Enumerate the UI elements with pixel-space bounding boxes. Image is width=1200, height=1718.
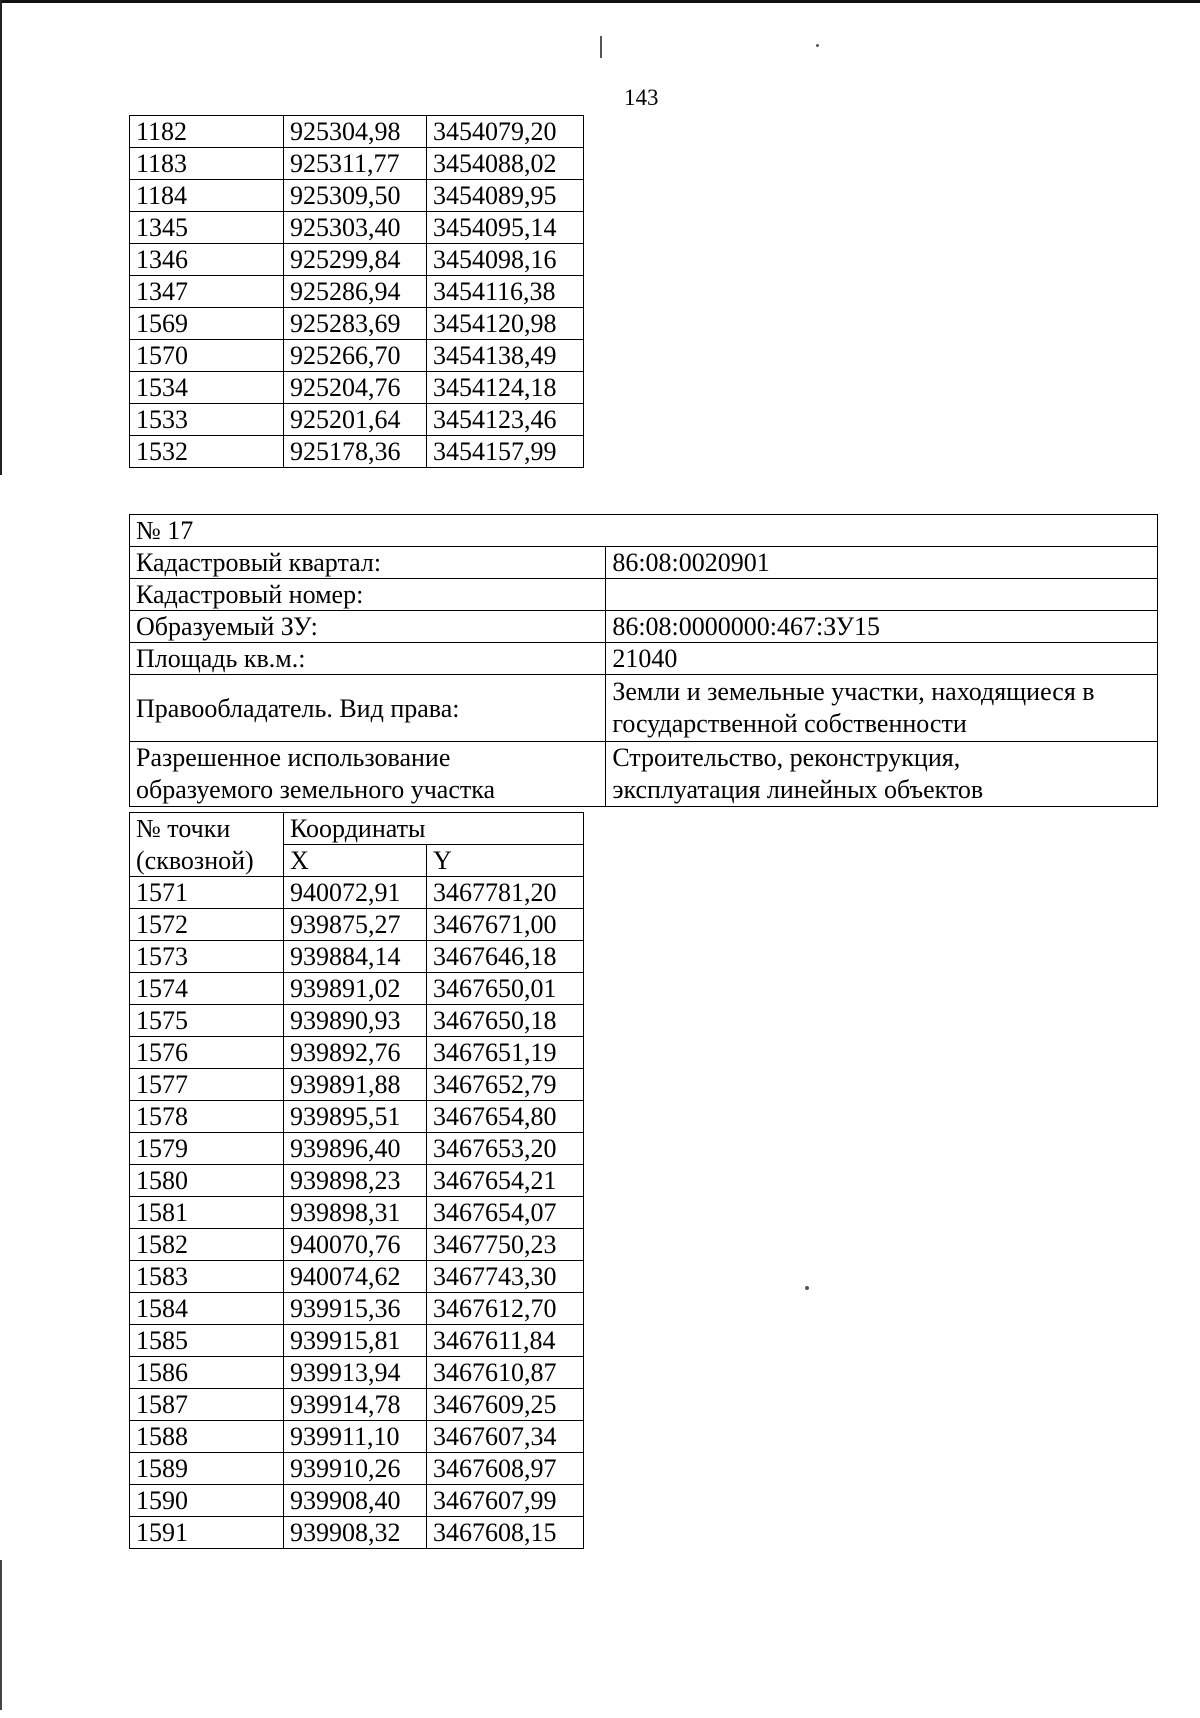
parcel-info-table	[129, 514, 1158, 807]
y-coordinate-cell: 3454079,20	[427, 116, 584, 148]
table-row	[130, 1133, 584, 1165]
table-row	[130, 909, 584, 941]
x-coordinate-cell: 925201,64	[284, 404, 427, 436]
point-number-cell: 1571	[130, 877, 284, 909]
table-row	[130, 180, 584, 212]
coordinates-subheader-row	[130, 845, 584, 877]
table-row	[130, 340, 584, 372]
table-row	[130, 1261, 584, 1293]
point-number-subheader: (сквозной)	[130, 845, 284, 877]
use-row	[130, 742, 1158, 807]
point-number-cell: 1533	[130, 404, 284, 436]
table-row	[130, 308, 584, 340]
point-number-cell: 1591	[130, 1517, 284, 1549]
x-coordinate-cell: 939908,40	[284, 1485, 427, 1517]
table-row	[130, 212, 584, 244]
scan-speck	[600, 36, 602, 58]
x-coordinate-cell: 925283,69	[284, 308, 427, 340]
point-number-cell: 1588	[130, 1421, 284, 1453]
y-coordinate-cell: 3467654,21	[427, 1165, 584, 1197]
y-coordinate-cell: 3454089,95	[427, 180, 584, 212]
owner-label: Правообладатель. Вид права:	[130, 675, 606, 742]
y-coordinate-cell: 3454098,16	[427, 244, 584, 276]
scan-edge-top	[0, 0, 1200, 3]
y-coordinate-cell: 3467652,79	[427, 1069, 584, 1101]
point-number-cell: 1586	[130, 1357, 284, 1389]
point-number-cell: 1590	[130, 1485, 284, 1517]
owner-value-line: государственной собственности	[612, 709, 967, 738]
x-coordinate-cell: 940070,76	[284, 1229, 427, 1261]
point-number-cell: 1569	[130, 308, 284, 340]
owner-value-line: Земли и земельные участки, находящиеся в	[612, 677, 1095, 706]
table-row	[130, 941, 584, 973]
parcel-info-label: Кадастровый номер:	[130, 579, 606, 611]
table-row	[130, 244, 584, 276]
permitted-use-value-line: эксплуатация линейных объектов	[612, 775, 984, 804]
y-header: Y	[427, 845, 584, 877]
x-coordinate-cell: 939913,94	[284, 1357, 427, 1389]
permitted-use-label	[130, 742, 606, 807]
x-coordinate-cell: 925309,50	[284, 180, 427, 212]
y-coordinate-cell: 3467609,25	[427, 1389, 584, 1421]
point-number-cell: 1573	[130, 941, 284, 973]
y-coordinate-cell: 3467654,80	[427, 1101, 584, 1133]
table-row	[130, 1421, 584, 1453]
y-coordinate-cell: 3454120,98	[427, 308, 584, 340]
x-coordinate-cell: 925311,77	[284, 148, 427, 180]
x-coordinate-cell: 925303,40	[284, 212, 427, 244]
point-number-cell: 1587	[130, 1389, 284, 1421]
point-number-cell: 1584	[130, 1293, 284, 1325]
permitted-use-value	[606, 742, 1158, 807]
point-number-cell: 1183	[130, 148, 284, 180]
x-coordinate-cell: 925204,76	[284, 372, 427, 404]
parcel-info-label: Площадь кв.м.:	[130, 643, 606, 675]
parcel-info-value	[606, 579, 1158, 611]
parcel-info-label: Образуемый ЗУ:	[130, 611, 606, 643]
y-coordinate-cell: 3467654,07	[427, 1197, 584, 1229]
parcel-info-row	[130, 547, 1158, 579]
table-row	[130, 1325, 584, 1357]
x-coordinate-cell: 925178,36	[284, 436, 427, 468]
y-coordinate-cell: 3467646,18	[427, 941, 584, 973]
table-row	[130, 1197, 584, 1229]
table-row	[130, 1517, 584, 1549]
coordinates-header: Координаты	[284, 813, 584, 845]
parcel-number: № 17	[130, 515, 1158, 547]
y-coordinate-cell: 3467611,84	[427, 1325, 584, 1357]
x-header: X	[284, 845, 427, 877]
point-number-cell: 1182	[130, 116, 284, 148]
parcel-info-row	[130, 579, 1158, 611]
point-number-cell: 1575	[130, 1005, 284, 1037]
point-number-cell: 1578	[130, 1101, 284, 1133]
scan-speck	[816, 44, 819, 47]
continued-coordinates-table	[129, 115, 584, 468]
x-coordinate-cell: 939915,81	[284, 1325, 427, 1357]
table-row	[130, 436, 584, 468]
point-number-cell: 1576	[130, 1037, 284, 1069]
x-coordinate-cell: 939895,51	[284, 1101, 427, 1133]
y-coordinate-cell: 3454124,18	[427, 372, 584, 404]
table-row	[130, 1101, 584, 1133]
parcel-info-row	[130, 611, 1158, 643]
point-number-cell: 1581	[130, 1197, 284, 1229]
scan-speck	[805, 1286, 809, 1290]
point-number-header: № точки	[130, 813, 284, 845]
continued-coordinates-body	[130, 116, 584, 468]
cadastral-quarter-value: 86:08:0020901	[606, 547, 1158, 579]
y-coordinate-cell: 3467650,18	[427, 1005, 584, 1037]
coordinates-table	[129, 812, 584, 1549]
x-coordinate-cell: 939884,14	[284, 941, 427, 973]
x-coordinate-cell: 925299,84	[284, 244, 427, 276]
table-row	[130, 1389, 584, 1421]
parcel-info-row	[130, 643, 1158, 675]
table-row	[130, 1357, 584, 1389]
point-number-cell: 1579	[130, 1133, 284, 1165]
x-coordinate-cell: 939910,26	[284, 1453, 427, 1485]
table-row	[130, 1293, 584, 1325]
x-coordinate-cell: 939891,02	[284, 973, 427, 1005]
x-coordinate-cell: 939891,88	[284, 1069, 427, 1101]
point-number-cell: 1577	[130, 1069, 284, 1101]
y-coordinate-cell: 3454123,46	[427, 404, 584, 436]
x-coordinate-cell: 939898,23	[284, 1165, 427, 1197]
y-coordinate-cell: 3454088,02	[427, 148, 584, 180]
y-coordinate-cell: 3467781,20	[427, 877, 584, 909]
y-coordinate-cell: 3467651,19	[427, 1037, 584, 1069]
x-coordinate-cell: 939915,36	[284, 1293, 427, 1325]
table-row	[130, 372, 584, 404]
point-number-cell: 1589	[130, 1453, 284, 1485]
point-number-cell: 1574	[130, 973, 284, 1005]
x-coordinate-cell: 939914,78	[284, 1389, 427, 1421]
y-coordinate-cell: 3454157,99	[427, 436, 584, 468]
owner-row	[130, 675, 1158, 742]
y-coordinate-cell: 3467612,70	[427, 1293, 584, 1325]
point-number-cell: 1345	[130, 212, 284, 244]
scan-edge-left-lower	[0, 1560, 2, 1710]
y-coordinate-cell: 3467607,34	[427, 1421, 584, 1453]
y-coordinate-cell: 3454138,49	[427, 340, 584, 372]
coordinates-header-row	[130, 813, 584, 845]
y-coordinate-cell: 3467607,99	[427, 1485, 584, 1517]
point-number-cell: 1346	[130, 244, 284, 276]
point-number-cell: 1184	[130, 180, 284, 212]
parcel-info-value: 21040	[606, 643, 1158, 675]
y-coordinate-cell: 3454095,14	[427, 212, 584, 244]
x-coordinate-cell: 925304,98	[284, 116, 427, 148]
x-coordinate-cell: 939892,76	[284, 1037, 427, 1069]
table-row	[130, 1037, 584, 1069]
x-coordinate-cell: 939875,27	[284, 909, 427, 941]
point-number-cell: 1532	[130, 436, 284, 468]
table-row	[130, 877, 584, 909]
table-row	[130, 1165, 584, 1197]
permitted-use-value-line: Строительство, реконструкция,	[612, 743, 961, 772]
table-row	[130, 1229, 584, 1261]
x-coordinate-cell: 939890,93	[284, 1005, 427, 1037]
table-row	[130, 973, 584, 1005]
y-coordinate-cell: 3467671,00	[427, 909, 584, 941]
y-coordinate-cell: 3467608,15	[427, 1517, 584, 1549]
parcel-number-row	[130, 515, 1158, 547]
point-number-cell: 1572	[130, 909, 284, 941]
point-number-cell: 1583	[130, 1261, 284, 1293]
permitted-use-label-line: образуемого земельного участка	[136, 775, 496, 804]
table-row	[130, 1005, 584, 1037]
table-row	[130, 1485, 584, 1517]
x-coordinate-cell: 939911,10	[284, 1421, 427, 1453]
x-coordinate-cell: 925266,70	[284, 340, 427, 372]
point-number-cell: 1582	[130, 1229, 284, 1261]
page-number: 143	[624, 85, 659, 110]
x-coordinate-cell: 925286,94	[284, 276, 427, 308]
x-coordinate-cell: 939898,31	[284, 1197, 427, 1229]
x-coordinate-cell: 940072,91	[284, 877, 427, 909]
point-number-cell: 1347	[130, 276, 284, 308]
table-row	[130, 404, 584, 436]
point-number-cell: 1534	[130, 372, 284, 404]
y-coordinate-cell: 3467650,01	[427, 973, 584, 1005]
permitted-use-label-line: Разрешенное использование	[136, 743, 451, 772]
point-number-cell: 1570	[130, 340, 284, 372]
y-coordinate-cell: 3467653,20	[427, 1133, 584, 1165]
y-coordinate-cell: 3467750,23	[427, 1229, 584, 1261]
point-number-cell: 1580	[130, 1165, 284, 1197]
x-coordinate-cell: 940074,62	[284, 1261, 427, 1293]
owner-value	[606, 675, 1158, 742]
scan-edge-left	[0, 0, 2, 475]
x-coordinate-cell: 939896,40	[284, 1133, 427, 1165]
x-coordinate-cell: 939908,32	[284, 1517, 427, 1549]
y-coordinate-cell: 3467743,30	[427, 1261, 584, 1293]
parcel-info-value: 86:08:0000000:467:ЗУ15	[606, 611, 1158, 643]
table-row	[130, 1453, 584, 1485]
parcel-info-label: Кадастровый квартал:	[130, 547, 606, 579]
y-coordinate-cell: 3467608,97	[427, 1453, 584, 1485]
point-number-cell: 1585	[130, 1325, 284, 1357]
table-row	[130, 148, 584, 180]
coordinates-body	[130, 877, 584, 1549]
table-row	[130, 116, 584, 148]
table-row	[130, 1069, 584, 1101]
y-coordinate-cell: 3454116,38	[427, 276, 584, 308]
table-row	[130, 276, 584, 308]
y-coordinate-cell: 3467610,87	[427, 1357, 584, 1389]
